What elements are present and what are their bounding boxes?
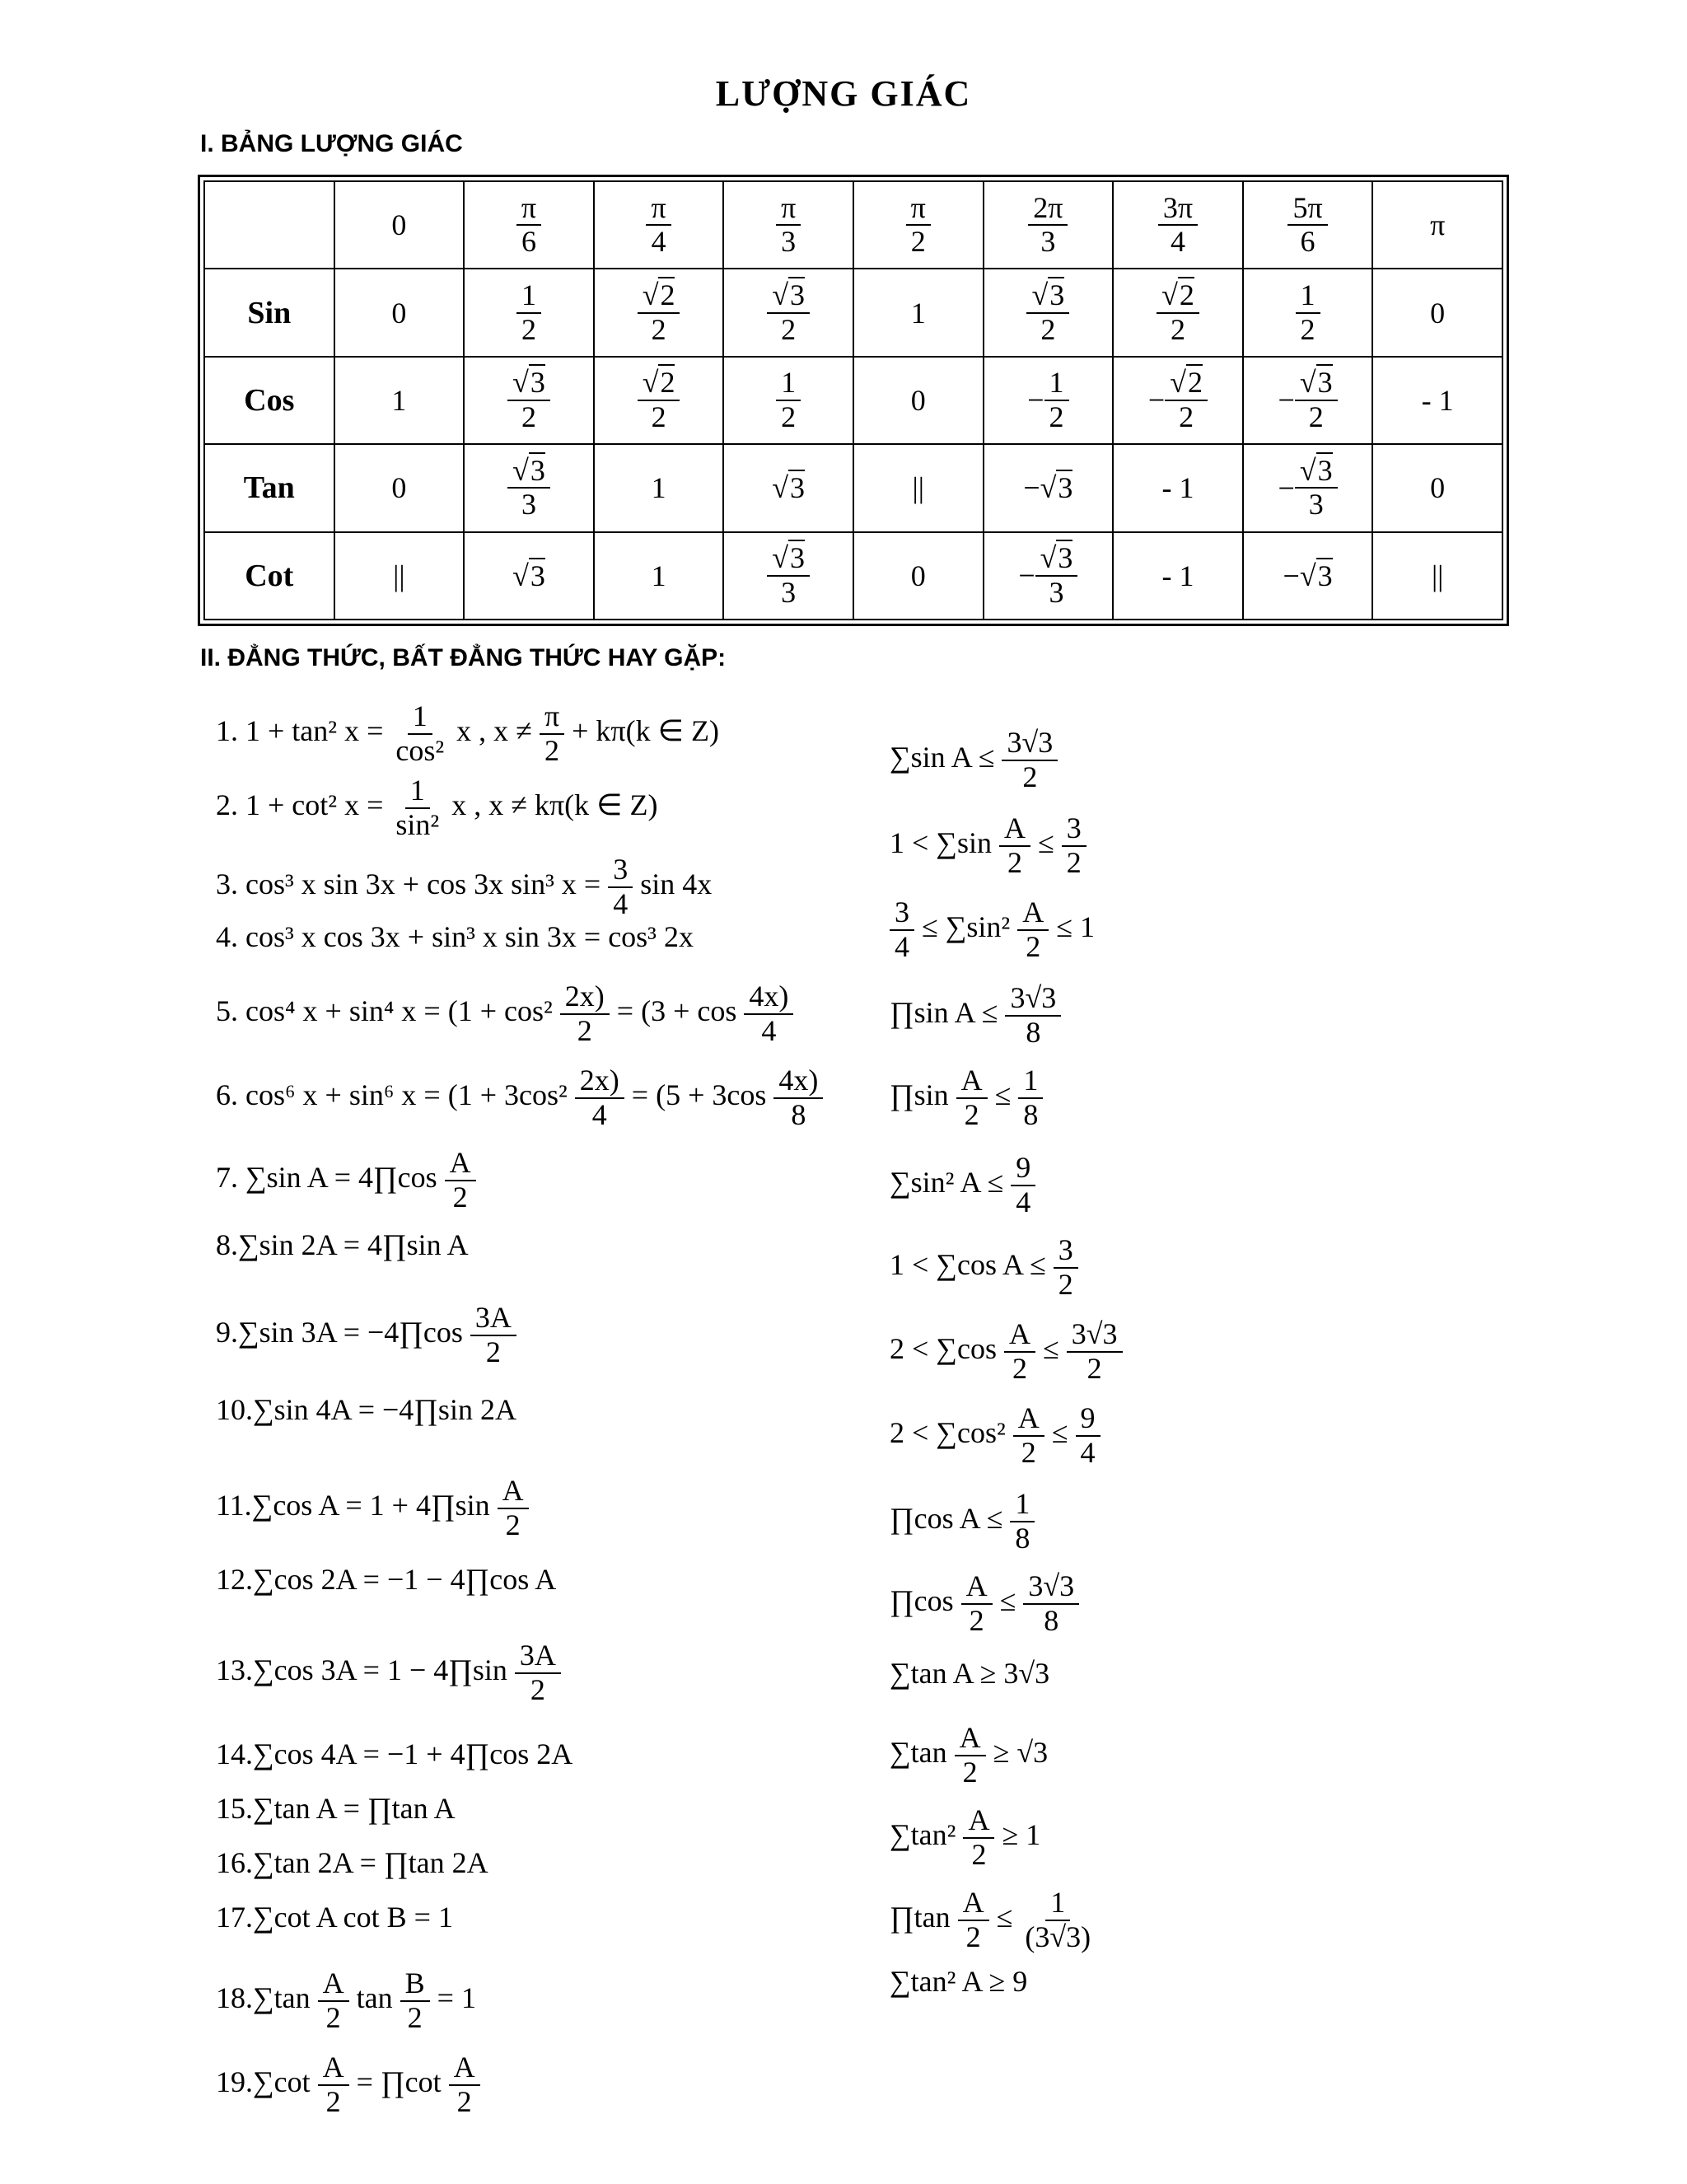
value-cell: 0 [1372, 269, 1502, 356]
inequality-formula: $\frac{3}{4}$ ≤ ∑sin² $\frac{A}{2}$ ≤ 1 [890, 896, 1095, 963]
value-cell: 0 [853, 532, 984, 620]
identity-formula: 12.∑cos 2A = −1 − 4∏cos A [216, 1563, 557, 1596]
identity-formula: 11.∑cos A = 1 + 4∏sin $\frac{A}{2}$ [216, 1475, 529, 1541]
table-row-cot [204, 532, 1502, 620]
identity-formula: 19.∑cot $\frac{A}{2}$ = ∏cot $\frac{A}{2}$ [216, 2051, 480, 2118]
function-name-cell: Cos [204, 357, 334, 444]
identity-formula: 10.∑sin 4A = −4∏sin 2A [216, 1393, 516, 1426]
value-cell: - 1 [1113, 532, 1243, 620]
identity-formula: 6. cos⁶ x + sin⁶ x = (1 + 3cos² $\frac{2x)}{4}$ = (5 + 3cos $\frac{4x)}{8}$ [216, 1064, 823, 1131]
function-name-cell: Cot [204, 532, 334, 620]
angle-header-cell: $\frac{2\pi}{3}$ [984, 181, 1114, 269]
value-cell: − $\frac{1}{2}$ [984, 357, 1114, 444]
inequality-formula: 2 < ∑cos $\frac{A}{2}$ ≤ $\frac{3√3}{2}$ [890, 1318, 1123, 1385]
table-row-cos [204, 357, 1502, 444]
value-cell: $\frac{√3}{2}$ [723, 269, 853, 356]
identity-formula: 3. cos³ x sin 3x + cos 3x sin³ x = $\frac{3}{4}$ sin 4x [216, 853, 713, 920]
inequality-formula: ∏sin A ≤ $\frac{3√3}{8}$ [890, 982, 1061, 1049]
value-cell: $\frac{1}{2}$ [723, 357, 853, 444]
identity-formula: 2. 1 + cot² x = $\frac{1}{\text{sin²}}$ x , x ≠ kπ(k ∈ Z) [216, 774, 658, 841]
value-cell: $\frac{1}{2}$ [464, 269, 594, 356]
identity-formula: 15.∑tan A = ∏tan A [216, 1792, 456, 1825]
value-cell: 1 [594, 444, 724, 531]
identity-formula: 13.∑cos 3A = 1 − 4∏sin $\frac{3A}{2}$ [216, 1639, 561, 1706]
value-cell: $\frac{√2}{2}$ [594, 357, 724, 444]
inequality-formula: ∏cos $\frac{A}{2}$ ≤ $\frac{3√3}{8}$ [890, 1570, 1079, 1637]
function-name-cell: Tan [204, 444, 334, 531]
value-cell: - 1 [1113, 444, 1243, 531]
value-cell: $\frac{√3}{3}$ [464, 444, 594, 531]
identity-formula: 18.∑tan $\frac{A}{2}$ tan $\frac{B}{2}$ = 1 [216, 1967, 476, 2034]
identity-formula: 9.∑sin 3A = −4∏cos $\frac{3A}{2}$ [216, 1302, 516, 1368]
inequality-formula: ∑sin A ≤ $\frac{3√3}{2}$ [890, 727, 1058, 793]
value-cell: √3 [723, 444, 853, 531]
value-cell: $\frac{1}{2}$ [1243, 269, 1373, 356]
inequality-formula: ∑tan² A ≥ 9 [890, 1965, 1028, 1998]
table-corner-cell [204, 181, 334, 269]
inequality-formula: ∑tan $\frac{A}{2}$ ≥ √3 [890, 1721, 1049, 1789]
identity-formula: 17.∑cot A cot B = 1 [216, 1901, 453, 1934]
trig-table [203, 180, 1503, 620]
inequality-formula: ∏sin $\frac{A}{2}$ ≤ $\frac{1}{8}$ [890, 1064, 1043, 1131]
value-cell: 0 [853, 357, 984, 444]
value-cell: || [334, 532, 465, 620]
value-cell: $\frac{√2}{2}$ [1113, 269, 1243, 356]
value-cell: − $\frac{√2}{2}$ [1113, 357, 1243, 444]
angle-header-cell: π [1372, 181, 1502, 269]
angle-header-cell: $\frac{5\pi}{6}$ [1243, 181, 1373, 269]
value-cell: 0 [1372, 444, 1502, 531]
value-cell: 1 [334, 357, 465, 444]
value-cell: $\frac{√3}{3}$ [723, 532, 853, 620]
angle-header-cell: $\frac{\pi}{4}$ [594, 181, 724, 269]
identity-formula: 1. 1 + tan² x = $\frac{1}{\text{cos²}}$ x , x ≠ $\frac{\pi}{2}$ + kπ(k ∈ Z) [216, 699, 719, 767]
angle-header-cell: $\frac{\pi}{3}$ [723, 181, 853, 269]
value-cell: −√3 [984, 444, 1114, 531]
value-cell: − $\frac{√3}{3}$ [1243, 444, 1373, 531]
inequality-formula: 1 < ∑sin $\frac{A}{2}$ ≤ $\frac{3}{2}$ [890, 812, 1087, 879]
identity-formula: 7. ∑sin A = 4∏cos $\frac{A}{2}$ [216, 1147, 476, 1214]
identity-formula: 5. cos⁴ x + sin⁴ x = (1 + cos² $\frac{2x)}{2}$ = (3 + cos $\frac{4x)}{4}$ [216, 980, 793, 1047]
inequality-formula: 1 < ∑cos A ≤ $\frac{3}{2}$ [890, 1234, 1078, 1301]
value-cell: $\frac{√2}{2}$ [594, 269, 724, 356]
table-row-sin [204, 269, 1502, 356]
value-cell: √3 [464, 532, 594, 620]
identity-formula: 8.∑sin 2A = 4∏sin A [216, 1228, 469, 1261]
section-heading-table: I. BẢNG LƯỢNG GIÁC [200, 130, 463, 157]
value-cell: 0 [334, 444, 465, 531]
inequality-formula: ∑sin² A ≤ $\frac{9}{4}$ [890, 1152, 1035, 1218]
value-cell: - 1 [1372, 357, 1502, 444]
section-heading-identities: II. ĐẲNG THỨC, BẤT ĐẲNG THỨC HAY GẶP: [200, 644, 727, 671]
value-cell: 1 [853, 269, 984, 356]
inequality-formula: ∏cos A ≤ $\frac{1}{8}$ [890, 1488, 1035, 1555]
inequality-formula: ∏tan $\frac{A}{2}$ ≤ $\frac{1}{(3√3)}$ [890, 1886, 1091, 1953]
function-name-cell: Sin [204, 269, 334, 356]
value-cell: || [1372, 532, 1502, 620]
value-cell: 1 [594, 532, 724, 620]
page-title: LƯỢNG GIÁC [715, 73, 972, 114]
identity-formula: 16.∑tan 2A = ∏tan 2A [216, 1846, 488, 1879]
value-cell: − $\frac{√3}{2}$ [1243, 357, 1373, 444]
angle-header-cell: $\frac{\pi}{2}$ [853, 181, 984, 269]
identity-formula: 14.∑cos 4A = −1 + 4∏cos 2A [216, 1737, 573, 1770]
inequality-formula: ∑tan A ≥ 3√3 [890, 1657, 1050, 1690]
angle-header-cell: $\frac{3\pi}{4}$ [1113, 181, 1243, 269]
table-header-row [204, 181, 1502, 269]
angle-header-cell: 0 [334, 181, 465, 269]
identity-formula: 4. cos³ x cos 3x + sin³ x sin 3x = cos³ 2x [216, 920, 694, 953]
trig-table-frame [198, 175, 1509, 626]
value-cell: $\frac{√3}{2}$ [464, 357, 594, 444]
value-cell: − $\frac{√3}{3}$ [984, 532, 1114, 620]
value-cell: || [853, 444, 984, 531]
table-row-tan [204, 444, 1502, 531]
inequality-formula: 2 < ∑cos² $\frac{A}{2}$ ≤ $\frac{9}{4}$ [890, 1402, 1101, 1469]
value-cell: 0 [334, 269, 465, 356]
inequality-formula: ∑tan² $\frac{A}{2}$ ≥ 1 [890, 1803, 1041, 1871]
value-cell: $\frac{√3}{2}$ [984, 269, 1114, 356]
angle-header-cell: $\frac{\pi}{6}$ [464, 181, 594, 269]
value-cell: −√3 [1243, 532, 1373, 620]
